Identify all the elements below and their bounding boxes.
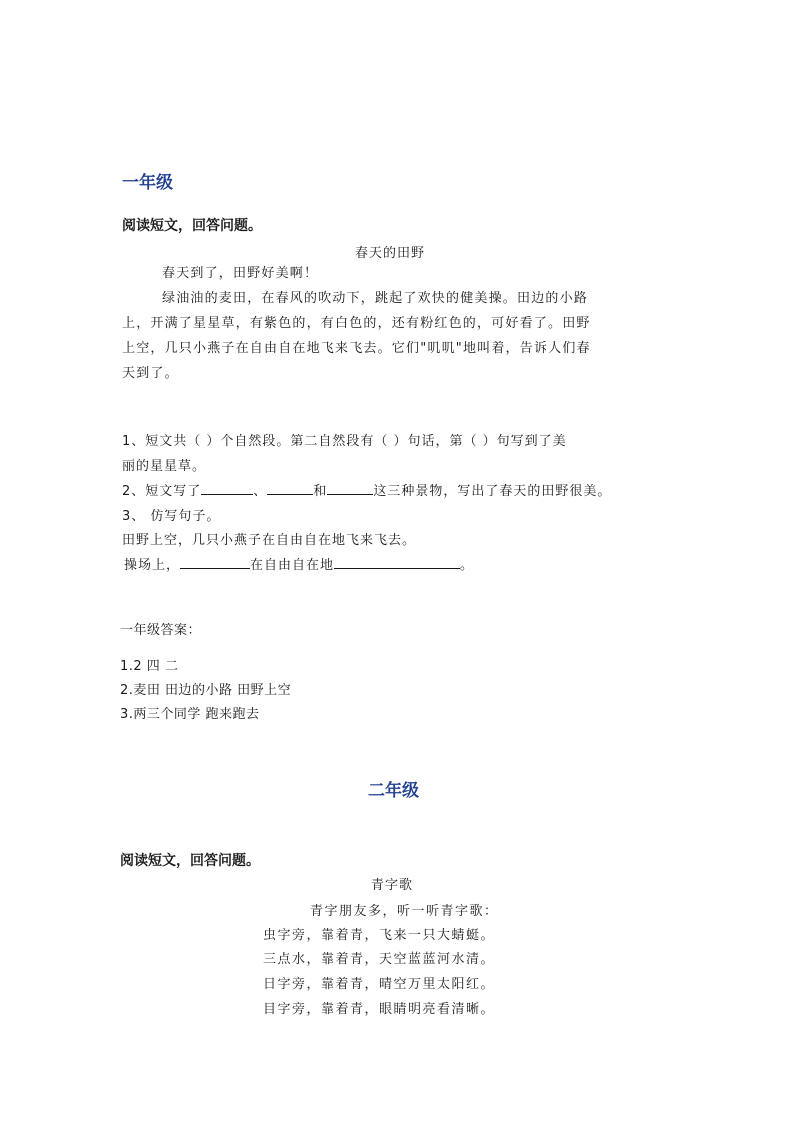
passage-paragraph-1: 春天到了，田野好美啊！ <box>162 266 319 281</box>
question-3-exercise-lead: 操场上， <box>124 558 181 573</box>
grade1-instruction: 阅读短文，回答问题。 <box>122 218 262 234</box>
answer-label: 一年级答案： <box>120 623 202 638</box>
answer-3: 3.两三个同学 跑来跑去 <box>120 707 260 722</box>
passage-paragraph-2-line-3: 上空，几只小燕子在自由自在地飞来飞去。它们"叽叽"地叫着，告诉人们春 <box>122 341 591 356</box>
passage-title: 春天的田野 <box>355 246 426 261</box>
grade1-heading: 一年级 <box>122 173 173 193</box>
question-1-line-2: 丽的星星草。 <box>122 459 207 474</box>
grade2-instruction: 阅读短文，回答问题。 <box>120 853 260 869</box>
question-3-example: 田野上空，几只小燕子在自由自在地飞来飞去。 <box>122 533 417 548</box>
answer-blank-5[interactable] <box>334 554 460 569</box>
answer-blank-4[interactable] <box>180 554 250 569</box>
question-2-and: 和 <box>313 484 328 499</box>
grade2-heading: 二年级 <box>368 781 419 801</box>
poem-line-4: 日字旁，靠着青，晴空万里太阳红。 <box>263 977 496 992</box>
question-2-tail: 这三种景物，写出了春天的田野很美。 <box>373 484 612 499</box>
question-3-exercise-mid: 在自由自在地 <box>250 558 335 573</box>
passage-paragraph-2-line-2: 上，开满了星星草，有紫色的，有白色的，还有粉红色的，可好看了。田野 <box>122 316 591 331</box>
question-3-exercise <box>124 554 474 573</box>
passage-paragraph-2-line-4: 天到了。 <box>122 366 179 381</box>
poem-line-1: 青字朋友多，听一听青字歌： <box>310 904 499 919</box>
answer-blank-2[interactable] <box>267 480 313 495</box>
answer-blank-3[interactable] <box>327 480 373 495</box>
question-2-separator: 、 <box>253 484 268 499</box>
question-2 <box>122 480 611 499</box>
answer-2: 2.麦田 田边的小路 田野上空 <box>120 683 292 698</box>
poem-line-3: 三点水，靠着青，天空蓝蓝河水清。 <box>263 952 496 967</box>
passage-paragraph-2-line-1: 绿油油的麦田，在春风的吹动下，跳起了欢快的健美操。田边的小路 <box>162 291 589 306</box>
question-3-exercise-end: 。 <box>460 558 475 573</box>
answer-1: 1.2 四 二 <box>120 659 179 674</box>
poem-title: 青字歌 <box>371 878 414 893</box>
question-3-label: 3、 仿写句子。 <box>122 509 221 524</box>
poem-line-5: 目字旁，靠着青，眼睛明亮看清晰。 <box>263 1002 496 1017</box>
answer-blank-1[interactable] <box>201 480 253 495</box>
question-1-line-1: 1、短文共（ ）个自然段。第二自然段有（ ）句话，第（ ）句写到了美 <box>122 434 567 449</box>
question-2-lead: 2、短文写了 <box>122 484 202 499</box>
poem-line-2: 虫字旁，靠着青，飞来一只大蜻蜓。 <box>263 928 496 943</box>
